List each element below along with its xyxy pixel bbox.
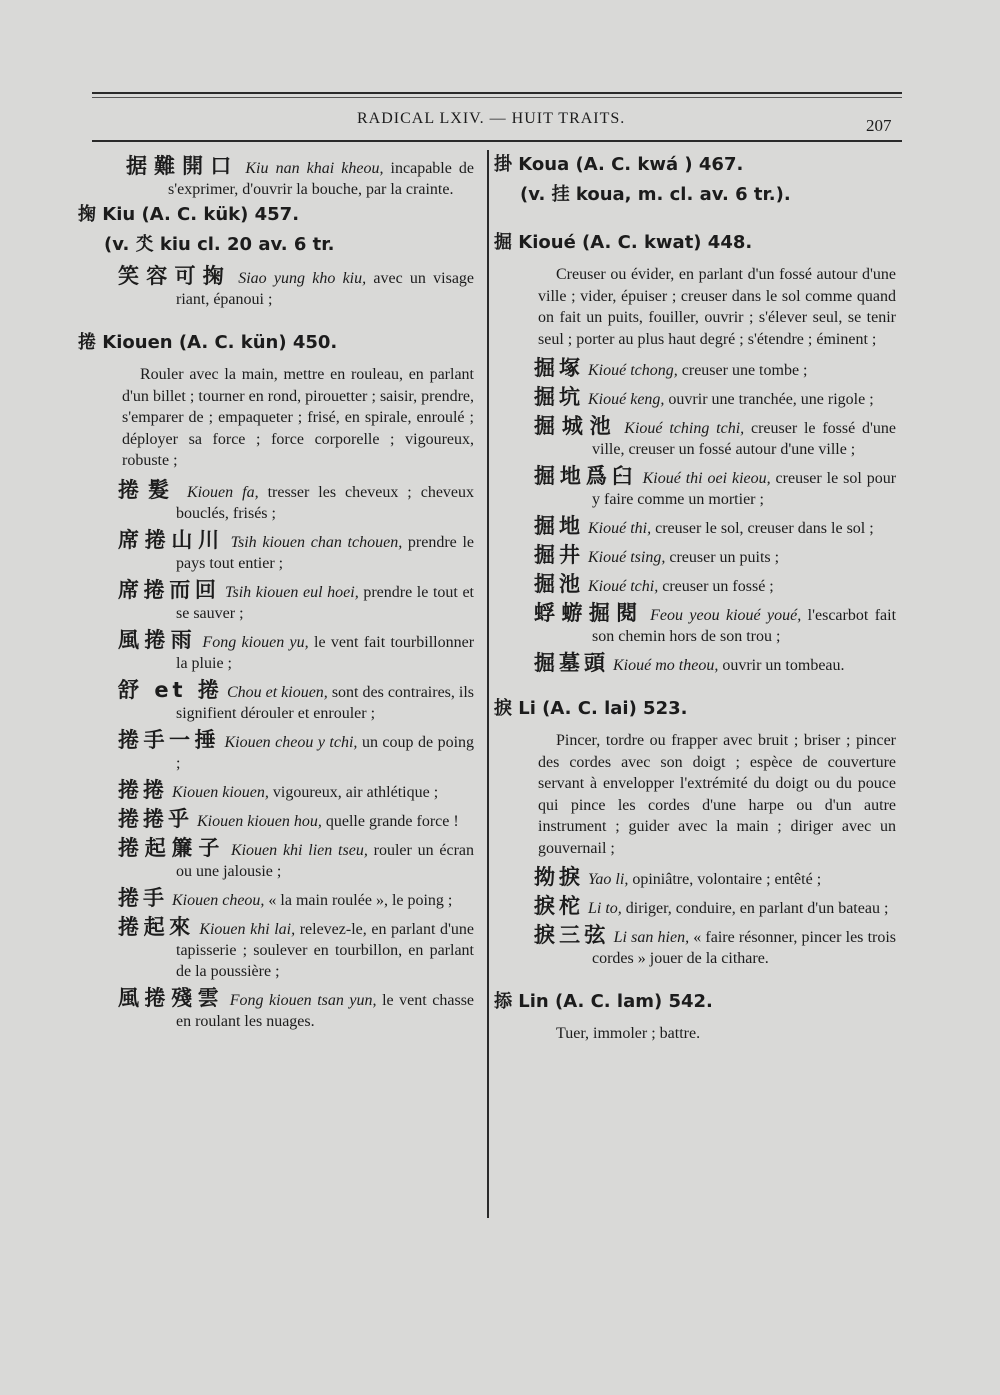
entry-example bbox=[118, 727, 475, 774]
dictionary-entry bbox=[494, 150, 904, 210]
example-romanization: Kioué tchong, bbox=[588, 362, 678, 379]
example-chinese: 蜉蝣掘閱 bbox=[534, 601, 644, 625]
example-chinese: 捩三弦 bbox=[534, 923, 610, 947]
entry-example bbox=[534, 416, 896, 460]
left-column bbox=[78, 150, 482, 1050]
entry-example bbox=[118, 577, 474, 624]
entry-example bbox=[118, 677, 475, 724]
entry-heading bbox=[494, 694, 904, 724]
example-text: creuser une tombe ; bbox=[681, 362, 808, 379]
example-text: le vent chasse en roulant les nuages. bbox=[176, 991, 475, 1030]
example-chinese: 笑容可掬 bbox=[118, 264, 231, 288]
dictionary-entry bbox=[494, 694, 904, 969]
entry-example bbox=[534, 603, 896, 647]
entry-example bbox=[118, 266, 474, 310]
example-text: « faire résonner, pincer les trois cordes » jouer de la cithare. bbox=[592, 929, 897, 967]
example-romanization: Kioué thi, bbox=[588, 520, 652, 537]
example-text: ouvrir une tranchée, une rigole ; bbox=[668, 391, 874, 408]
example-chinese: 捲起來 bbox=[118, 914, 195, 939]
example-chinese: 風捲雨 bbox=[118, 627, 198, 652]
example-romanization: Li san hien, bbox=[613, 929, 690, 946]
example-romanization: Kioué tsing, bbox=[588, 549, 666, 566]
entry-heading bbox=[78, 328, 482, 358]
example-text: creuser un fossé ; bbox=[662, 578, 774, 595]
example-romanization: Kioué mo theou, bbox=[613, 657, 719, 674]
example-text: opiniâtre, volontaire ; entêté ; bbox=[632, 871, 822, 888]
top-rule bbox=[92, 92, 902, 94]
example-chinese: 捲起簾子 bbox=[118, 835, 226, 860]
example-chinese: 掘井 bbox=[534, 543, 584, 567]
example-romanization: Kiu nan khai kheou, bbox=[245, 160, 384, 177]
running-header: RADICAL LXIV. — HUIT TRAITS. bbox=[357, 110, 626, 127]
entry-example bbox=[534, 574, 896, 597]
example-text: creuser un puits ; bbox=[669, 549, 780, 566]
dictionary-entry bbox=[494, 228, 904, 676]
entry-example bbox=[118, 914, 474, 982]
entry-example bbox=[534, 867, 896, 890]
example-romanization: Kioué tchi, bbox=[588, 578, 659, 595]
example-text: le vent fait tourbillonner la pluie ; bbox=[176, 633, 475, 672]
example-chinese: 席捲而回 bbox=[118, 577, 221, 602]
example-romanization: Kioué thi oei kieou, bbox=[642, 470, 771, 487]
example-chinese: 捲髮 bbox=[118, 477, 178, 502]
entry-example bbox=[118, 835, 475, 882]
entry-heading-text: 掭 Lin (A. C. lam) 542. bbox=[494, 991, 713, 1012]
entry-definition: Tuer, immoler ; battre. bbox=[556, 1025, 701, 1042]
right-column bbox=[494, 150, 904, 1063]
dictionary-entry bbox=[78, 200, 482, 310]
column-divider bbox=[487, 150, 489, 1218]
entry-example bbox=[118, 527, 475, 574]
example-romanization: Chou et kiouen, bbox=[226, 683, 328, 701]
example-text: rouler un écran ou une jalousie ; bbox=[176, 841, 475, 880]
example-text: l'escarbot fait son chemin hors de son trou ; bbox=[592, 607, 897, 645]
entry-example bbox=[534, 545, 896, 568]
example-romanization: Tsih kiouen chan tchouen, bbox=[230, 533, 403, 551]
header-rule bbox=[92, 140, 902, 142]
entry-example bbox=[118, 627, 475, 674]
entry-example bbox=[534, 925, 896, 969]
example-text: avec un visage riant, épanoui ; bbox=[176, 270, 475, 308]
example-romanization: Li to, bbox=[588, 900, 622, 917]
entry-definition: Pincer, tordre ou frapper avec bruit ; briser ; pincer des cordes avec son doigt ; espèce de couverture servant à envelopper l'extrémité du doigt ou du pouce qui pince les cordes d'une harpe ou d'un autre instrument ; guider avec la main ; diriger avec un gouvernail ; bbox=[538, 732, 896, 857]
entry-heading-text: 掘 Kioué (A. C. kwat) 448. bbox=[494, 232, 753, 253]
entry-heading bbox=[494, 987, 904, 1017]
example-romanization: Feou yeou kioué youé, bbox=[650, 607, 802, 624]
example-text: incapable de s'exprimer, d'ouvrir la bouche, par la crainte. bbox=[168, 160, 475, 198]
example-romanization: Yao li, bbox=[588, 871, 629, 888]
example-romanization: Kiouen kiouen hou, bbox=[197, 812, 322, 830]
example-chinese: 掘地爲臼 bbox=[534, 464, 638, 488]
page-number: 207 bbox=[866, 116, 892, 135]
example-chinese: 拗捩 bbox=[534, 865, 584, 889]
example-chinese: 掘坑 bbox=[534, 385, 584, 409]
entry-heading bbox=[494, 150, 904, 210]
entry-variant: (v. 氼 kiu cl. 20 av. 6 tr. bbox=[104, 234, 335, 255]
example-chinese: 舒 et 捲 bbox=[118, 677, 223, 702]
entry-heading-text: 捲 Kiouen (A. C. kün) 450. bbox=[78, 332, 338, 353]
entry-definition: Rouler avec la main, mettre en rouleau, en parlant d'un billet ; tourner en rond, pirouetter ; saisir, prendre, s'emparer de ; empaqueter ; frisé, en spirale, enroulé ; déployer sa force ; force corporelle ; vigoureux, robuste ; bbox=[122, 366, 474, 469]
dictionary-entry bbox=[78, 328, 482, 1032]
example-text: un coup de poing ; bbox=[176, 733, 475, 772]
example-chinese: 捩柁 bbox=[534, 894, 584, 918]
example-chinese: 掘墓頭 bbox=[534, 651, 609, 675]
example-text: vigoureux, air athlétique ; bbox=[272, 783, 439, 801]
example-text: ouvrir un tombeau. bbox=[722, 657, 845, 674]
example-text: creuser le fossé d'une ville, creuser un fossé autour d'une ville ; bbox=[592, 420, 897, 458]
entry-heading-text: 掬 Kiu (A. C. kük) 457. bbox=[78, 204, 300, 225]
example-text: prendre le tout et se sauver ; bbox=[176, 583, 474, 622]
example-romanization: Fong kiouen yu, bbox=[202, 633, 309, 651]
entry-example bbox=[118, 806, 474, 832]
entry-heading-text: 捩 Li (A. C. lai) 523. bbox=[494, 698, 688, 719]
entry-heading-text: 掛 Koua (A. C. kwá ) 467. bbox=[494, 154, 744, 175]
example-chinese: 据難開口 bbox=[126, 154, 239, 178]
entry-example bbox=[534, 466, 896, 510]
example-chinese: 捲捲 bbox=[118, 777, 168, 802]
entry-example bbox=[534, 358, 896, 381]
dictionary-entry bbox=[494, 987, 904, 1045]
example-romanization: Kiouen cheou y tchi, bbox=[224, 733, 358, 751]
example-romanization: Kioué keng, bbox=[588, 391, 665, 408]
example-romanization: Fong kiouen tsan yun, bbox=[229, 991, 377, 1009]
entry-example bbox=[534, 516, 896, 539]
example-text: tresser les cheveux ; cheveux bouclés, frisés ; bbox=[176, 483, 475, 522]
entry-example bbox=[118, 777, 474, 803]
example-romanization: Kiouen khi lai, bbox=[199, 920, 296, 938]
example-chinese: 捲手一捶 bbox=[118, 727, 220, 752]
entry-heading bbox=[78, 200, 482, 260]
example-romanization: Kiouen kiouen, bbox=[172, 783, 269, 801]
right-entries bbox=[494, 150, 904, 1045]
example-chinese: 捲捲乎 bbox=[118, 806, 193, 831]
example-text: creuser le sol, creuser dans le sol ; bbox=[655, 520, 874, 537]
entry-example bbox=[118, 885, 474, 911]
example-chinese: 風捲殘雲 bbox=[118, 985, 225, 1010]
example-romanization: Tsih kiouen eul hoei, bbox=[225, 583, 359, 601]
entry-example bbox=[118, 985, 475, 1032]
top-rule-thin bbox=[92, 97, 902, 98]
entry-example bbox=[534, 387, 896, 410]
example-romanization: Kiouen fa, bbox=[186, 483, 259, 501]
entry-example bbox=[118, 477, 475, 524]
example-chinese: 捲手 bbox=[118, 885, 168, 910]
example-text: creuser le sol pour y faire comme un mortier ; bbox=[592, 470, 897, 508]
example-text: sont des contraires, ils signifient dérouler et enrouler ; bbox=[176, 683, 475, 722]
example-chinese: 掘城池 bbox=[534, 414, 618, 438]
entry-heading bbox=[494, 228, 904, 258]
example-text: prendre le pays tout entier ; bbox=[176, 533, 475, 572]
example-text: « la main roulée », le poing ; bbox=[268, 891, 453, 909]
example-text: diriger, conduire, en parlant d'un bateau ; bbox=[625, 900, 889, 917]
example-chinese: 掘地 bbox=[534, 514, 584, 538]
example-chinese: 席捲山川 bbox=[118, 527, 225, 552]
example-romanization: Kioué tching tchi, bbox=[624, 420, 745, 437]
example-text: relevez-le, en parlant d'une tapisserie ; soulever en tourbillon, en parlant de la poussière ; bbox=[176, 920, 474, 980]
example-romanization: Siao yung kho kiu, bbox=[238, 270, 367, 287]
example-chinese: 掘池 bbox=[534, 572, 584, 596]
entry-example bbox=[534, 653, 896, 676]
example-text: quelle grande force ! bbox=[325, 812, 459, 830]
example-romanization: Kiouen khi lien tseu, bbox=[230, 841, 368, 859]
continued-example bbox=[126, 156, 474, 200]
entry-example bbox=[534, 896, 896, 919]
entry-definition: Creuser ou évider, en parlant d'un fossé autour d'une ville ; vider, épuiser ; creuser dans le sol comme quand on fait un puits, fouiller, ouvrir ; s'élever seul, se tenir seul ; porter au plus haut degré ; s'étendre ; éminent ; bbox=[538, 266, 896, 348]
entry-variant: (v. 挂 koua, m. cl. av. 6 tr.). bbox=[520, 184, 791, 205]
left-entries bbox=[78, 200, 482, 1032]
example-chinese: 掘塚 bbox=[534, 356, 584, 380]
example-romanization: Kiouen cheou, bbox=[172, 891, 265, 909]
